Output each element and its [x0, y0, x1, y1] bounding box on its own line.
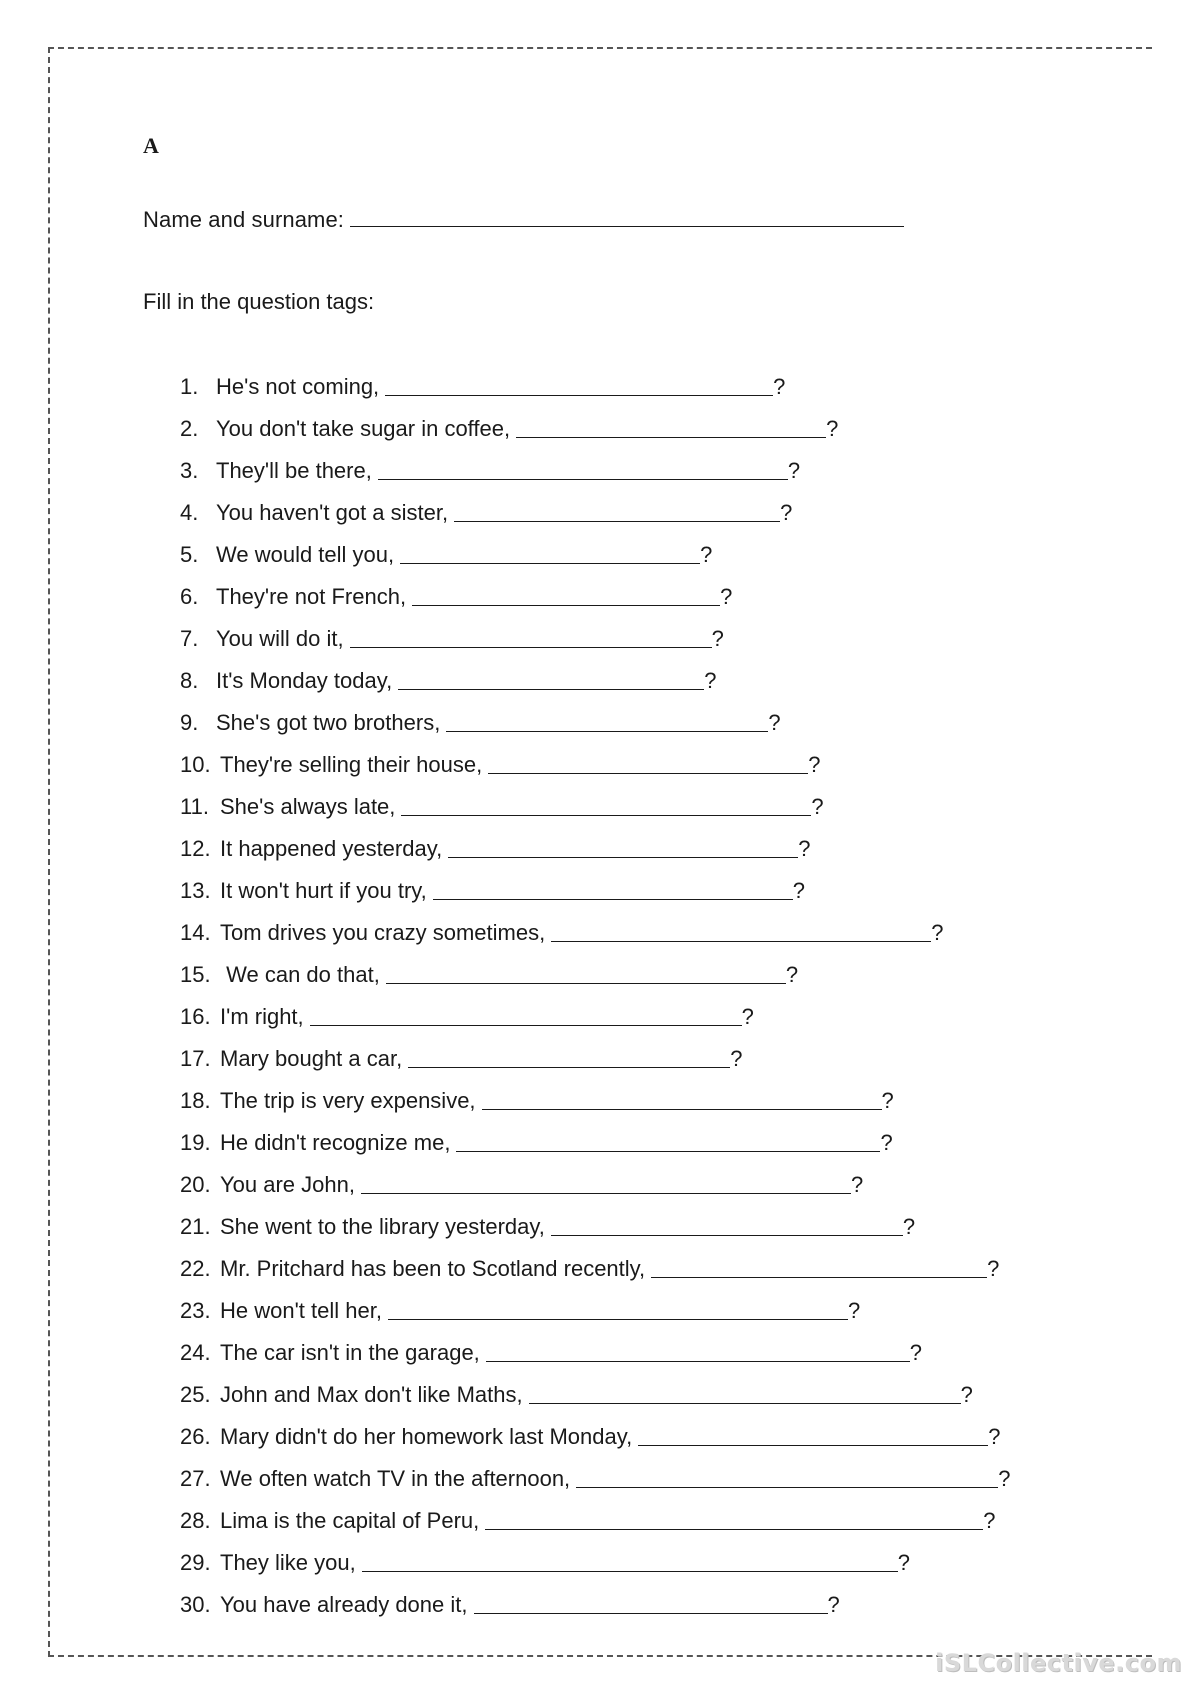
question-item [180, 709, 1010, 751]
question-mark: ? [850, 1172, 864, 1197]
question-item [180, 1465, 1010, 1507]
question-mark: ? [787, 458, 801, 483]
answer-blank[interactable] [456, 1129, 880, 1152]
question-mark: ? [988, 1424, 1001, 1449]
question-mark: ? [998, 1466, 1011, 1491]
question-text: You have already done it, [220, 1592, 468, 1617]
question-text: Mr. Pritchard has been to Scotland recently, [220, 1256, 646, 1281]
question-text: We often watch TV in the afternoon, [220, 1466, 571, 1491]
answer-blank[interactable] [485, 1507, 983, 1530]
question-item [180, 1087, 1010, 1129]
question-number: 2. [180, 416, 199, 441]
question-mark: ? [798, 836, 811, 861]
answer-blank[interactable] [488, 751, 808, 774]
question-mark: ? [741, 1004, 754, 1029]
question-item [180, 1549, 1010, 1591]
question-number: 9. [180, 710, 199, 735]
answer-blank[interactable] [401, 793, 811, 816]
question-number: 6. [180, 584, 199, 609]
question-item [180, 1507, 1010, 1549]
question-text: Mary didn't do her homework last Monday, [220, 1424, 633, 1449]
question-number: 28. [180, 1508, 211, 1533]
question-item [180, 1381, 1010, 1423]
question-item [180, 1591, 1010, 1633]
question-item [180, 835, 1010, 877]
question-number: 24. [180, 1340, 211, 1365]
section-letter: A [143, 133, 159, 158]
question-text: I'm right, [220, 1004, 304, 1029]
question-number: 20. [180, 1172, 211, 1197]
question-mark: ? [909, 1340, 923, 1365]
answer-blank[interactable] [516, 415, 826, 438]
question-mark: ? [785, 962, 799, 987]
question-mark: ? [902, 1214, 916, 1239]
answer-blank[interactable] [398, 667, 704, 690]
question-item [180, 793, 1010, 835]
question-text: It happened yesterday, [220, 836, 443, 861]
answer-blank[interactable] [412, 583, 720, 606]
question-mark: ? [704, 668, 717, 693]
question-number: 5. [180, 542, 199, 567]
question-mark: ? [700, 542, 713, 567]
question-text: The trip is very expensive, [220, 1088, 476, 1113]
question-number: 22. [180, 1256, 211, 1281]
answer-blank[interactable] [350, 625, 712, 648]
question-number: 1. [180, 374, 199, 399]
question-number: 8. [180, 668, 199, 693]
question-number: 21. [180, 1214, 211, 1239]
answer-blank[interactable] [482, 1087, 882, 1110]
question-number: 23. [180, 1298, 211, 1323]
question-text: She's got two brothers, [216, 710, 441, 735]
question-text: John and Max don't like Maths, [220, 1382, 523, 1407]
question-item [180, 625, 1010, 667]
question-mark: ? [827, 1592, 840, 1617]
question-number: 7. [180, 626, 199, 651]
question-item [180, 1045, 1010, 1087]
answer-blank[interactable] [310, 1003, 742, 1026]
question-text: You don't take sugar in coffee, [216, 416, 511, 441]
answer-blank[interactable] [378, 457, 788, 480]
question-text: The car isn't in the garage, [220, 1340, 480, 1365]
answer-blank[interactable] [486, 1339, 910, 1362]
question-mark: ? [826, 416, 839, 441]
name-surname-label: Name and surname: [143, 207, 345, 232]
question-text: It's Monday today, [216, 668, 393, 693]
question-item [180, 961, 1010, 1003]
question-item [180, 1171, 1010, 1213]
question-number: 19. [180, 1130, 211, 1155]
answer-blank[interactable] [400, 541, 700, 564]
question-text: We can do that, [220, 962, 380, 987]
question-number: 16. [180, 1004, 211, 1029]
answer-blank[interactable] [551, 919, 931, 942]
question-mark: ? [880, 1130, 893, 1155]
answer-blank[interactable] [448, 835, 798, 858]
question-text: It won't hurt if you try, [220, 878, 427, 903]
question-number: 4. [180, 500, 199, 525]
answer-blank[interactable] [385, 373, 773, 396]
question-text: They like you, [220, 1550, 356, 1575]
question-text: They'll be there, [216, 458, 372, 483]
question-item [180, 499, 1010, 541]
answer-blank[interactable] [529, 1381, 961, 1404]
answer-blank[interactable] [433, 877, 793, 900]
question-text: Lima is the capital of Peru, [220, 1508, 480, 1533]
question-number: 27. [180, 1466, 211, 1491]
question-number: 13. [180, 878, 211, 903]
question-text: She went to the library yesterday, [220, 1214, 545, 1239]
question-mark: ? [792, 878, 806, 903]
question-list [180, 373, 1010, 1633]
question-mark: ? [811, 794, 824, 819]
question-item [180, 667, 1010, 709]
question-text: You are John, [220, 1172, 355, 1197]
question-mark: ? [983, 1508, 996, 1533]
question-mark: ? [960, 1382, 973, 1407]
question-text: He didn't recognize me, [220, 1130, 451, 1155]
question-item [180, 583, 1010, 625]
question-mark: ? [897, 1550, 910, 1575]
question-item [180, 373, 1010, 415]
question-number: 3. [180, 458, 199, 483]
question-item [180, 541, 1010, 583]
answer-blank[interactable] [361, 1171, 851, 1194]
answer-blank[interactable] [474, 1591, 828, 1614]
question-text: We would tell you, [216, 542, 395, 567]
question-mark: ? [773, 374, 786, 399]
answer-blank[interactable] [454, 499, 780, 522]
answer-blank[interactable] [446, 709, 768, 732]
question-item [180, 1255, 1010, 1297]
name-surname-blank[interactable] [350, 204, 904, 227]
answer-blank[interactable] [651, 1255, 987, 1278]
question-number: 29. [180, 1550, 211, 1575]
question-mark: ? [711, 626, 724, 651]
name-surname-line [143, 204, 904, 234]
question-item [180, 1213, 1010, 1255]
question-item [180, 919, 1010, 961]
question-number: 25. [180, 1382, 211, 1407]
question-text: He's not coming, [216, 374, 380, 399]
question-mark: ? [808, 752, 821, 777]
answer-blank[interactable] [388, 1297, 848, 1320]
question-number: 15. [180, 962, 211, 987]
question-item [180, 1129, 1010, 1171]
question-item [180, 1003, 1010, 1045]
question-mark: ? [768, 710, 781, 735]
question-mark: ? [847, 1298, 861, 1323]
question-number: 10. [180, 752, 211, 777]
question-mark: ? [720, 584, 733, 609]
question-number: 17. [180, 1046, 211, 1071]
question-item [180, 415, 1010, 457]
question-mark: ? [931, 920, 944, 945]
question-item [180, 1339, 1010, 1381]
question-text: Tom drives you crazy sometimes, [220, 920, 546, 945]
question-item [180, 1423, 1010, 1465]
answer-blank[interactable] [386, 961, 786, 984]
question-number: 18. [180, 1088, 211, 1113]
answer-blank[interactable] [551, 1213, 903, 1236]
question-text: You will do it, [216, 626, 344, 651]
watermark-logo: iSLCollective.com [935, 1649, 1182, 1677]
question-mark: ? [730, 1046, 743, 1071]
question-mark: ? [780, 500, 793, 525]
question-item [180, 877, 1010, 919]
question-number: 14. [180, 920, 211, 945]
question-number: 11. [180, 794, 209, 819]
question-number: 30. [180, 1592, 211, 1617]
answer-blank[interactable] [638, 1423, 988, 1446]
question-number: 26. [180, 1424, 211, 1449]
question-mark: ? [987, 1256, 1000, 1281]
instruction-text: Fill in the question tags: [143, 289, 375, 314]
question-item [180, 1297, 1010, 1339]
question-text: They're selling their house, [220, 752, 483, 777]
question-number: 12. [180, 836, 211, 861]
question-item [180, 751, 1010, 793]
question-text: She's always late, [220, 794, 396, 819]
question-text: He won't tell her, [220, 1298, 382, 1323]
question-text: They're not French, [216, 584, 407, 609]
answer-blank[interactable] [362, 1549, 898, 1572]
question-item [180, 457, 1010, 499]
question-text: Mary bought a car, [220, 1046, 403, 1071]
question-mark: ? [881, 1088, 894, 1113]
answer-blank[interactable] [576, 1465, 998, 1488]
answer-blank[interactable] [408, 1045, 730, 1068]
question-text: You haven't got a sister, [216, 500, 449, 525]
